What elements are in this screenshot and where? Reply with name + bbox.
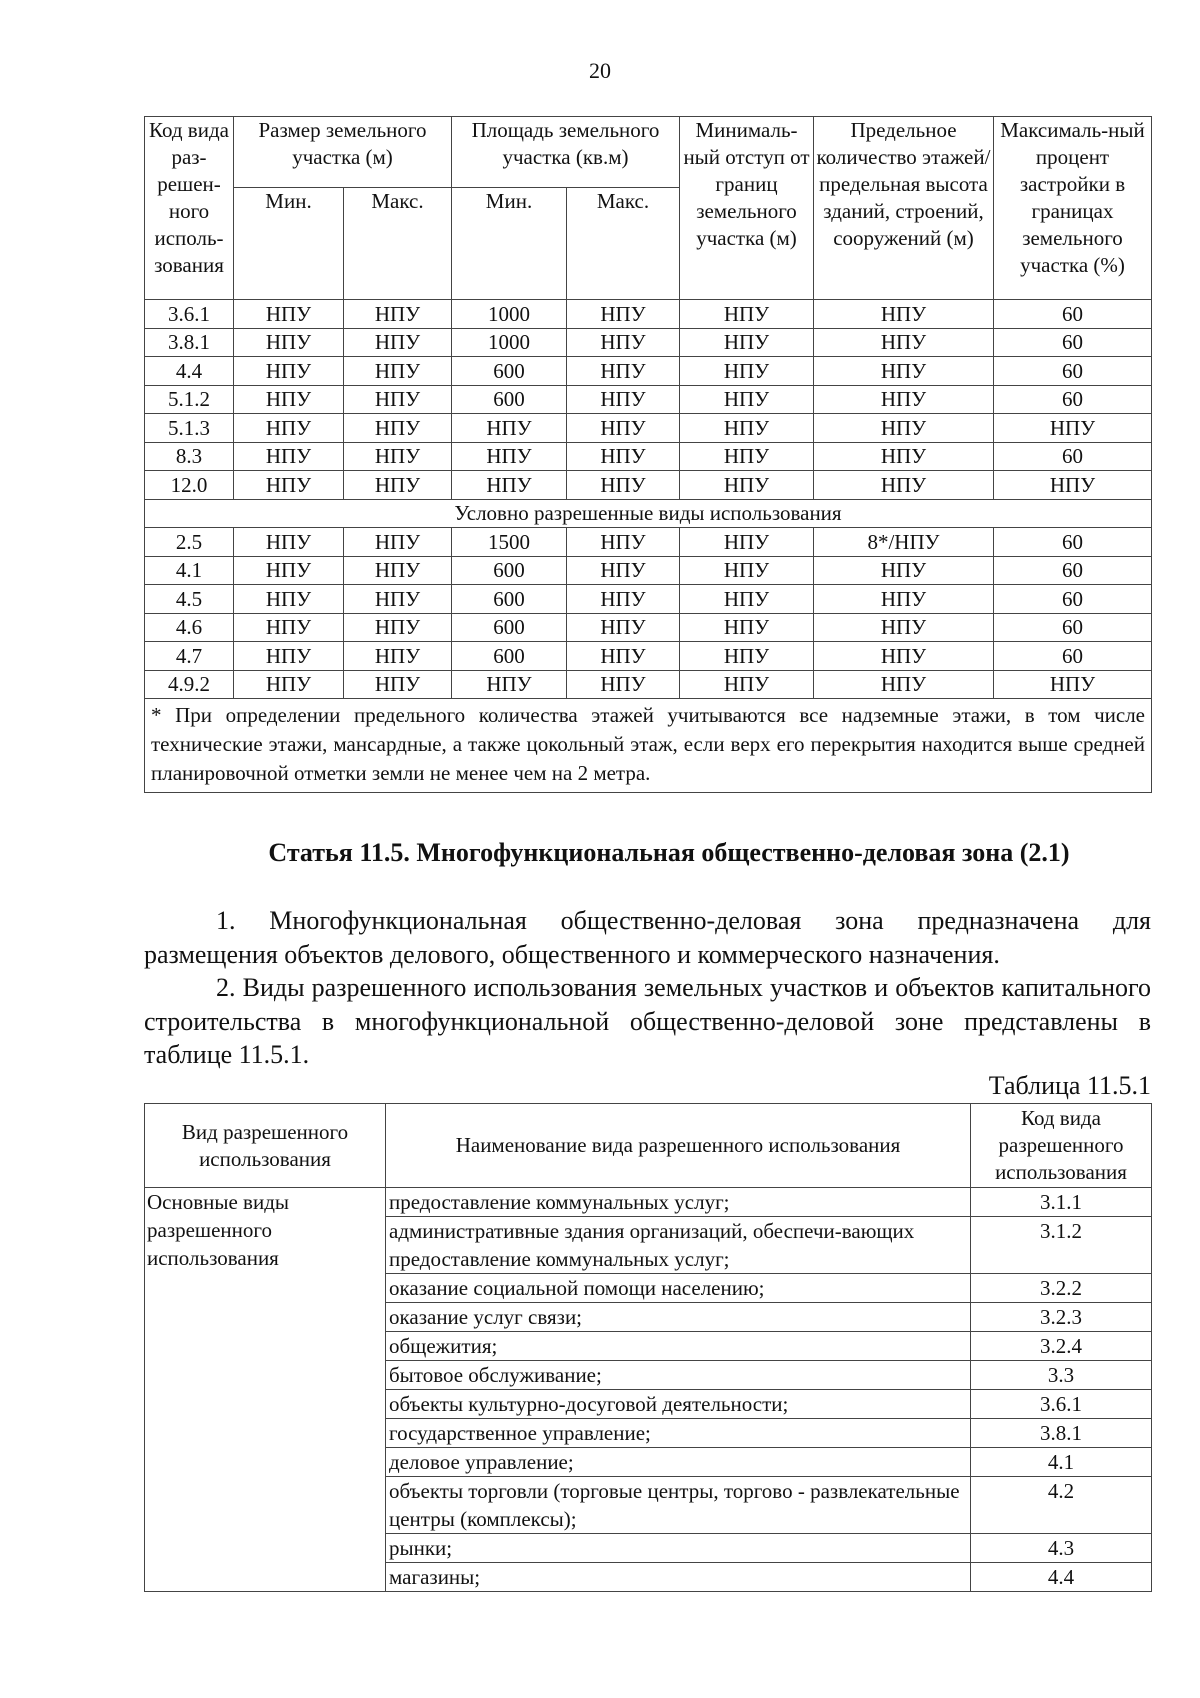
use-code: 3.1.1 xyxy=(971,1188,1152,1217)
table-cell: 4.6 xyxy=(145,613,234,642)
use-name: рынки; xyxy=(386,1534,971,1563)
header-area-min: Мин. xyxy=(452,188,567,300)
table-cell: НПУ xyxy=(234,528,344,557)
permitted-uses-table xyxy=(144,1103,1152,1592)
table-cell: НПУ xyxy=(344,385,452,414)
use-code: 4.4 xyxy=(971,1563,1152,1592)
table-cell: НПУ xyxy=(680,471,814,500)
table-cell: НПУ xyxy=(344,585,452,614)
table-cell: 600 xyxy=(452,613,567,642)
uses-rows xyxy=(145,1188,1152,1592)
table-cell: НПУ xyxy=(567,357,680,386)
table-cell: 3.6.1 xyxy=(145,300,234,329)
table-cell: НПУ xyxy=(814,471,994,500)
use-code: 3.2.4 xyxy=(971,1332,1152,1361)
table-cell: НПУ xyxy=(814,585,994,614)
table-cell: НПУ xyxy=(567,556,680,585)
table-cell: НПУ xyxy=(344,357,452,386)
table-row xyxy=(145,385,1152,414)
table-cell: НПУ xyxy=(814,556,994,585)
table-cell: НПУ xyxy=(234,300,344,329)
table-cell: НПУ xyxy=(234,328,344,357)
table-row xyxy=(145,642,1152,671)
header-min-setback: Минималь-ный отступ от границ земельного участка (м) xyxy=(680,117,814,300)
table-cell: НПУ xyxy=(567,528,680,557)
table-cell: НПУ xyxy=(814,670,994,699)
table-cell: НПУ xyxy=(567,442,680,471)
table-cell: 60 xyxy=(994,442,1152,471)
table-cell: НПУ xyxy=(234,385,344,414)
table-cell: НПУ xyxy=(234,642,344,671)
table-cell: НПУ xyxy=(344,300,452,329)
table-cell: 8*/НПУ xyxy=(814,528,994,557)
table-cell: НПУ xyxy=(814,300,994,329)
table-cell: НПУ xyxy=(680,585,814,614)
table-cell: 600 xyxy=(452,357,567,386)
table-cell: НПУ xyxy=(814,385,994,414)
use-name: административные здания организаций, обеспечи-вающих предоставление коммунальных услуг; xyxy=(386,1217,971,1274)
use-name: магазины; xyxy=(386,1563,971,1592)
conditional-rows xyxy=(145,528,1152,699)
table-cell: НПУ xyxy=(344,328,452,357)
table-row xyxy=(145,585,1152,614)
table-cell: НПУ xyxy=(344,442,452,471)
table-cell: НПУ xyxy=(567,670,680,699)
table-cell: НПУ xyxy=(680,385,814,414)
table-cell: НПУ xyxy=(680,613,814,642)
use-code: 4.1 xyxy=(971,1448,1152,1477)
use-code: 3.2.2 xyxy=(971,1274,1152,1303)
table-row xyxy=(145,442,1152,471)
table-cell: НПУ xyxy=(234,471,344,500)
table-cell: НПУ xyxy=(680,442,814,471)
table-cell: НПУ xyxy=(680,642,814,671)
table-cell: НПУ xyxy=(344,556,452,585)
list-item xyxy=(145,1188,1152,1217)
paragraph-1: 1. Многофункциональная общественно-деловая зона предназначена для размещения объектов делового, общественного и коммерческого назначения. xyxy=(144,906,1151,969)
table-cell: 2.5 xyxy=(145,528,234,557)
table-cell: 1000 xyxy=(452,328,567,357)
table-cell: НПУ xyxy=(814,442,994,471)
table-cell: НПУ xyxy=(567,414,680,443)
table-row xyxy=(145,300,1152,329)
article-heading: Статья 11.5. Многофункциональная общественно-деловая зона (2.1) xyxy=(268,838,1070,867)
table-row xyxy=(145,670,1152,699)
table-cell: НПУ xyxy=(680,528,814,557)
table-cell: НПУ xyxy=(234,670,344,699)
table-cell: 60 xyxy=(994,585,1152,614)
use-name: объекты культурно-досуговой деятельности; xyxy=(386,1390,971,1419)
table-cell: НПУ xyxy=(994,414,1152,443)
table-cell: НПУ xyxy=(344,528,452,557)
table-cell: НПУ xyxy=(680,328,814,357)
use-code: 3.2.3 xyxy=(971,1303,1152,1332)
table-cell: 600 xyxy=(452,385,567,414)
table-cell: НПУ xyxy=(567,300,680,329)
use-code: 4.2 xyxy=(971,1477,1152,1534)
table-cell: НПУ xyxy=(680,300,814,329)
table-cell: НПУ xyxy=(344,642,452,671)
table-cell: 4.7 xyxy=(145,642,234,671)
table-cell: НПУ xyxy=(344,471,452,500)
table-cell: НПУ xyxy=(344,613,452,642)
table-cell: 60 xyxy=(994,528,1152,557)
header-plot-area: Площадь земельного участка (кв.м) xyxy=(452,117,680,188)
use-name: оказание социальной помощи населению; xyxy=(386,1274,971,1303)
main-rows xyxy=(145,300,1152,500)
table-row xyxy=(145,556,1152,585)
table-cell: НПУ xyxy=(234,357,344,386)
table-cell: 600 xyxy=(452,585,567,614)
table-row xyxy=(145,471,1152,500)
header-size-min: Мин. xyxy=(234,188,344,300)
table-cell: НПУ xyxy=(680,670,814,699)
use-code: 3.6.1 xyxy=(971,1390,1152,1419)
table-cell: 600 xyxy=(452,642,567,671)
footnote: * При определении предельного количества этажей учитываются все надземные этажи, в том числе технические этажи, мансардные, а также цокольный этаж, если верх его перекрытия находится выше средней планировочной отметки земли не менее чем на 2 метра. xyxy=(145,699,1152,793)
table-row xyxy=(145,357,1152,386)
use-name: общежития; xyxy=(386,1332,971,1361)
table-cell: НПУ xyxy=(234,585,344,614)
header-code: Код вида раз-решен-ного исполь-зования xyxy=(145,117,234,300)
header-use-kind: Вид разрешенного использования xyxy=(145,1104,386,1188)
table-cell: НПУ xyxy=(814,642,994,671)
header-use-name: Наименование вида разрешенного использования xyxy=(386,1104,971,1188)
table-cell: НПУ xyxy=(452,414,567,443)
use-code: 3.8.1 xyxy=(971,1419,1152,1448)
table-cell: 60 xyxy=(994,613,1152,642)
table-cell: НПУ xyxy=(234,613,344,642)
use-code: 4.3 xyxy=(971,1534,1152,1563)
table-cell: 4.1 xyxy=(145,556,234,585)
use-name: бытовое обслуживание; xyxy=(386,1361,971,1390)
table-row xyxy=(145,328,1152,357)
header-max-percent: Максималь-ный процент застройки в границах земельного участка (%) xyxy=(994,117,1152,300)
table-cell: НПУ xyxy=(567,385,680,414)
table-cell: 60 xyxy=(994,357,1152,386)
table-cell: НПУ xyxy=(344,414,452,443)
table-row xyxy=(145,528,1152,557)
use-name: деловое управление; xyxy=(386,1448,971,1477)
table-cell: 60 xyxy=(994,385,1152,414)
table-cell: 60 xyxy=(994,642,1152,671)
table-cell: 60 xyxy=(994,300,1152,329)
table-cell: НПУ xyxy=(814,613,994,642)
table-cell: НПУ xyxy=(814,328,994,357)
table-cell: 4.5 xyxy=(145,585,234,614)
table-cell: 4.9.2 xyxy=(145,670,234,699)
table-cell: 600 xyxy=(452,556,567,585)
use-code: 3.3 xyxy=(971,1361,1152,1390)
table-cell: 5.1.2 xyxy=(145,385,234,414)
table-cell: 4.4 xyxy=(145,357,234,386)
table-cell: НПУ xyxy=(344,670,452,699)
table-caption: Таблица 11.5.1 xyxy=(988,1071,1151,1100)
use-group-label: Основные виды разрешенного использования xyxy=(145,1188,386,1592)
use-name: государственное управление; xyxy=(386,1419,971,1448)
table-cell: 60 xyxy=(994,328,1152,357)
table-cell: НПУ xyxy=(567,471,680,500)
table-cell: НПУ xyxy=(234,414,344,443)
header-size-max: Макс. xyxy=(344,188,452,300)
conditional-section-label: Условно разрешенные виды использования xyxy=(145,499,1152,528)
table-row xyxy=(145,414,1152,443)
table-cell: НПУ xyxy=(567,642,680,671)
paragraph-2: 2. Виды разрешенного использования земельных участков и объектов капитального строительства в многофункциональной общественно-деловой зоне представлены в таблице 11.5.1. xyxy=(144,973,1151,1069)
table-cell: НПУ xyxy=(814,414,994,443)
header-max-floors: Предельное количество этажей/ предельная высота зданий, строений, сооружений (м) xyxy=(814,117,994,300)
header-plot-size: Размер земельного участка (м) xyxy=(234,117,452,188)
table-cell: 1000 xyxy=(452,300,567,329)
zoning-parameters-table xyxy=(144,116,1152,793)
table-cell: НПУ xyxy=(567,328,680,357)
page-number: 20 xyxy=(589,58,611,83)
table-cell: НПУ xyxy=(234,442,344,471)
table-cell: НПУ xyxy=(680,414,814,443)
table-row xyxy=(145,613,1152,642)
table-cell: 1500 xyxy=(452,528,567,557)
table-cell: НПУ xyxy=(234,556,344,585)
table-cell: НПУ xyxy=(994,471,1152,500)
use-code: 3.1.2 xyxy=(971,1217,1152,1274)
use-name: предоставление коммунальных услуг; xyxy=(386,1188,971,1217)
table-cell: 60 xyxy=(994,556,1152,585)
table-cell: 3.8.1 xyxy=(145,328,234,357)
table-cell: НПУ xyxy=(567,585,680,614)
table-cell: НПУ xyxy=(814,357,994,386)
table-cell: НПУ xyxy=(994,670,1152,699)
table-cell: 8.3 xyxy=(145,442,234,471)
table-cell: 12.0 xyxy=(145,471,234,500)
header-use-code: Код вида разрешенного использования xyxy=(971,1104,1152,1188)
table-cell: 5.1.3 xyxy=(145,414,234,443)
table-cell: НПУ xyxy=(680,556,814,585)
use-name: объекты торговли (торговые центры, торгово - развлекательные центры (комплексы); xyxy=(386,1477,971,1534)
table-cell: НПУ xyxy=(567,613,680,642)
use-name: оказание услуг связи; xyxy=(386,1303,971,1332)
table-cell: НПУ xyxy=(452,442,567,471)
table-cell: НПУ xyxy=(452,670,567,699)
table-cell: НПУ xyxy=(680,357,814,386)
header-area-max: Макс. xyxy=(567,188,680,300)
table-cell: НПУ xyxy=(452,471,567,500)
